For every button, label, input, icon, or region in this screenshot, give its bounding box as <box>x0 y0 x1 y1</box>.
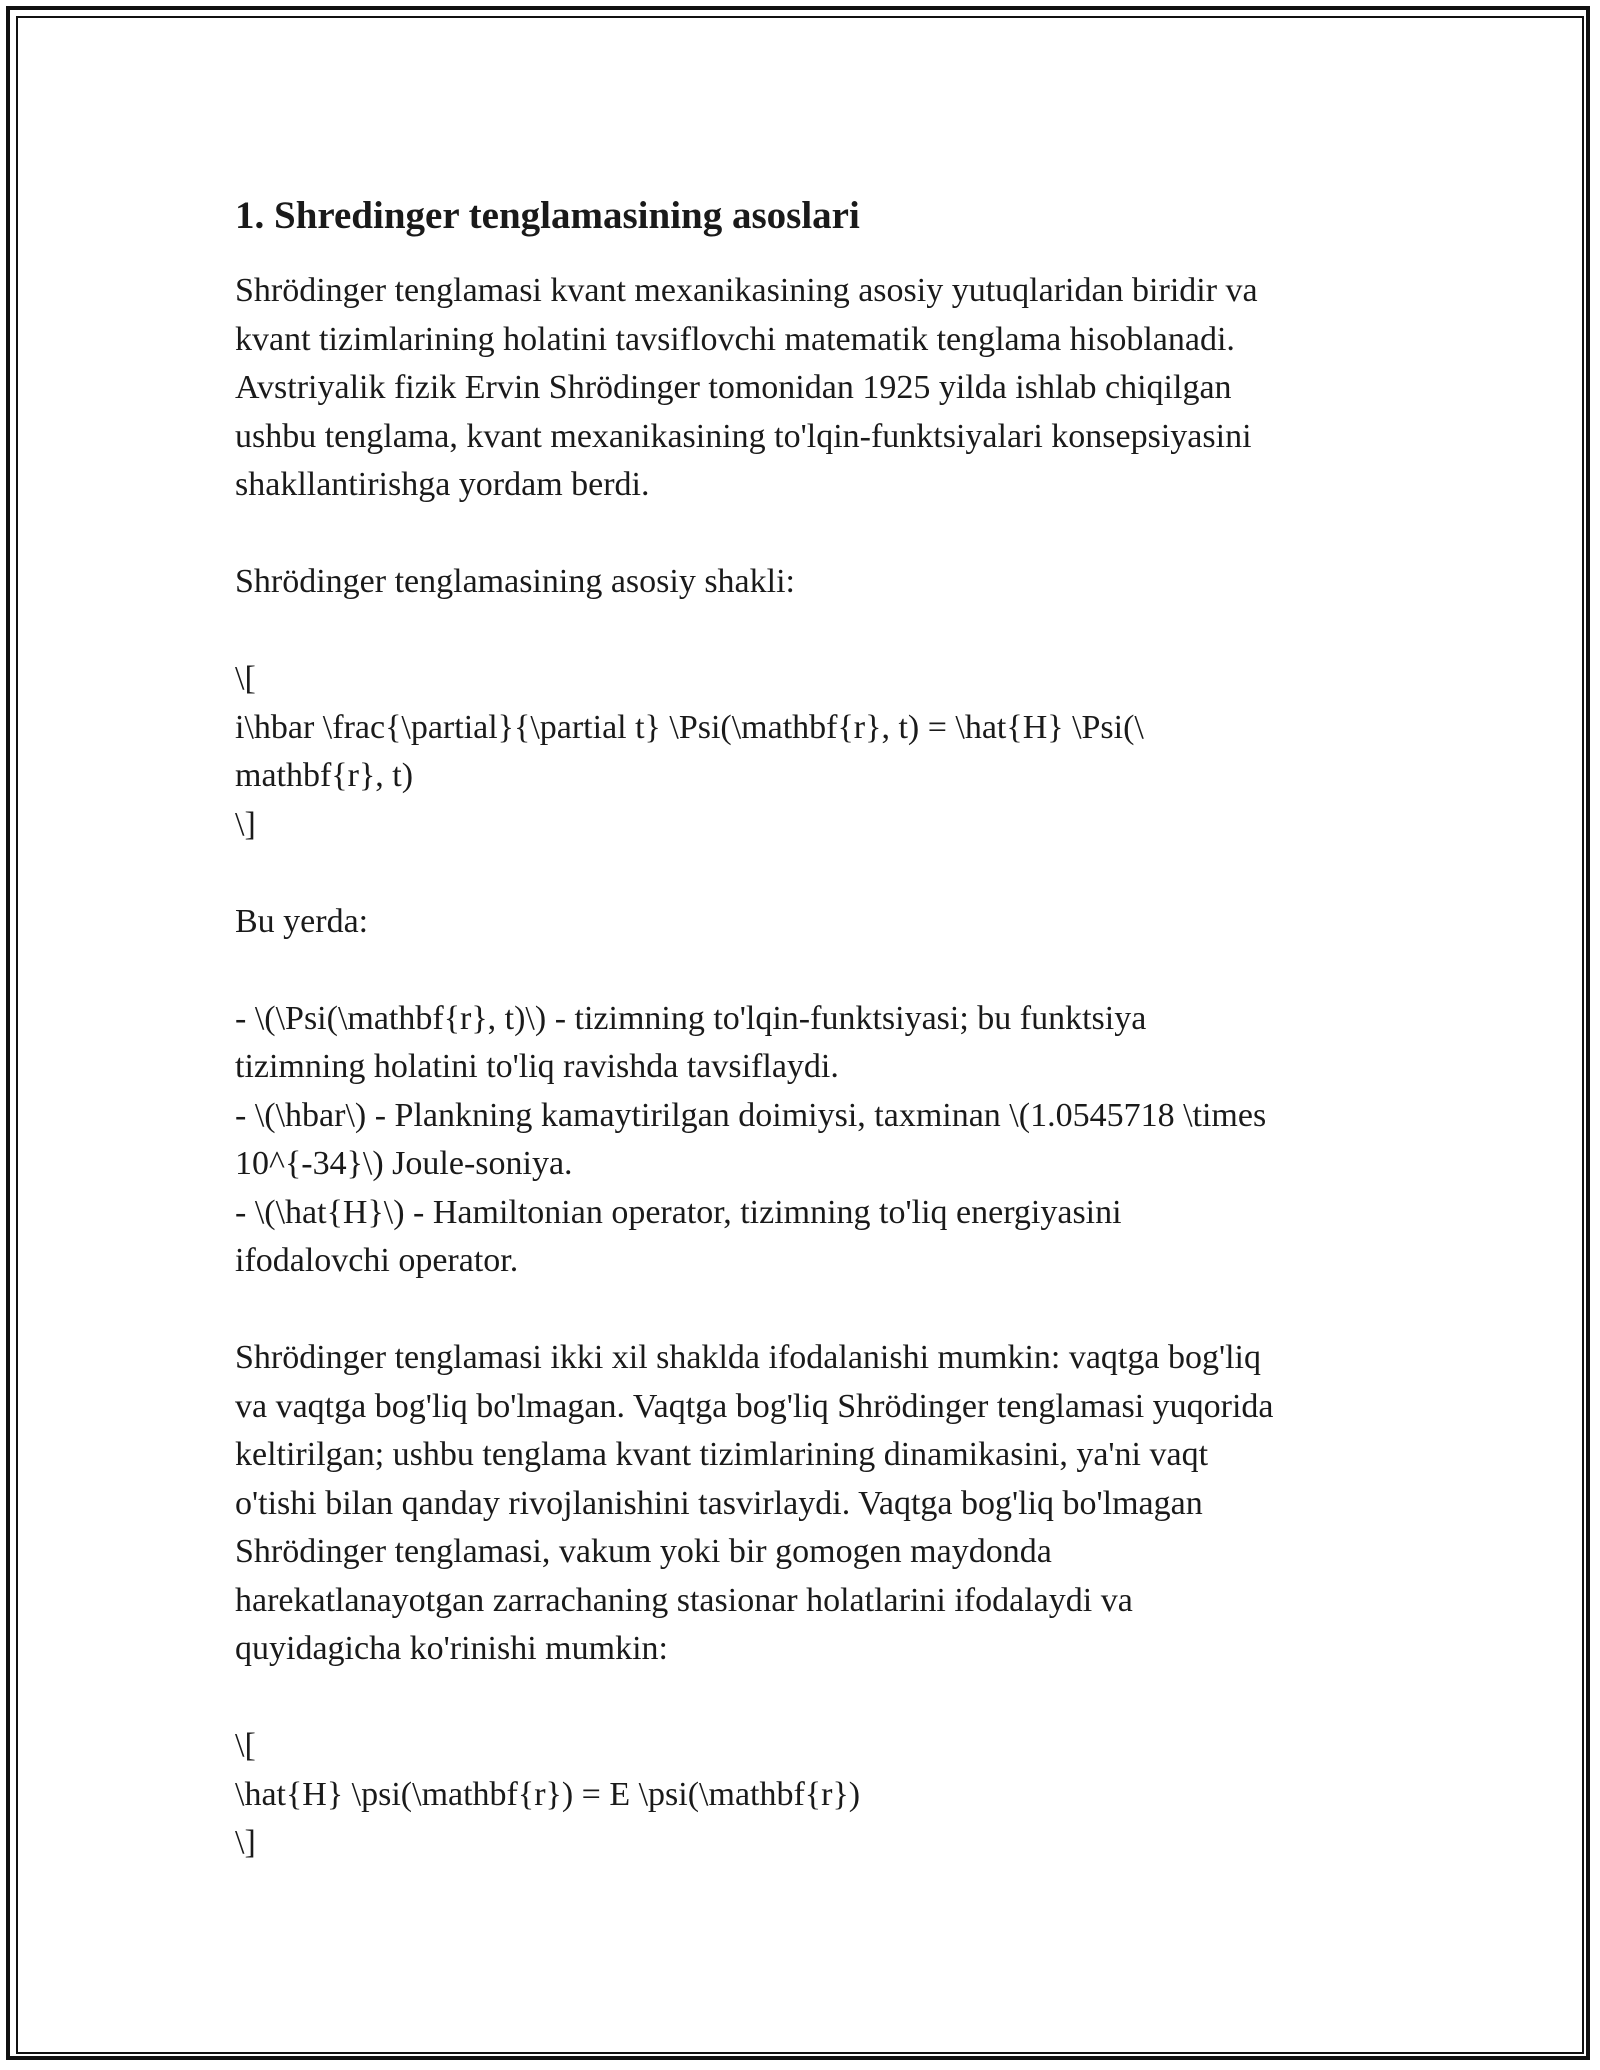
equation-line: \hat{H} \psi(\mathbf{r}) = E \psi(\mathbf{r}) <box>235 1775 861 1813</box>
intro-paragraph <box>235 267 1380 510</box>
document-body <box>235 186 1380 1868</box>
blank-line <box>235 946 1380 995</box>
text-line: quyidagicha ko'rinishi mumkin: <box>235 1630 668 1667</box>
text-line: Shrödinger tenglamasi ikki xil shaklda ifodalanishi mumkin: vaqtga bog'liq <box>235 1339 1261 1376</box>
blank-line <box>235 849 1380 898</box>
blank-line <box>235 510 1380 559</box>
text-line: Avstriyalik fizik Ervin Shrödinger tomonidan 1925 yilda ishlab chiqilgan <box>235 369 1232 406</box>
time-independent-equation <box>235 1722 1380 1868</box>
definition-line: - \(\Psi(\mathbf{r}, t)\) - tizimning to'lqin-funktsiyasi; bu funktsiya <box>235 999 1147 1037</box>
text-line: harekatlanayotgan zarrachaning stasionar holatlarini ifodalaydi va <box>235 1581 1133 1619</box>
definition-line: - \(\hbar\) - Plankning kamaytirilgan doimiysi, taxminan \(1.0545718 \times <box>235 1096 1267 1134</box>
text-line: kvant tizimlarining holatini tavsiflovchi matematik tenglama hisoblanadi. <box>235 320 1235 358</box>
definition-line: 10^{-34}\) Joule-soniya. <box>235 1145 573 1182</box>
definition-line: tizimning holatini to'liq ravishda tavsiflaydi. <box>235 1048 839 1085</box>
equation-line: \] <box>235 1824 256 1861</box>
equation-line: \[ <box>235 1727 256 1764</box>
text-line: ushbu tenglama, kvant mexanikasining to'lqin-funktsiyalari konsepsiyasini <box>235 417 1252 455</box>
text-line: keltirilgan; ushbu tenglama kvant tizimlarining dinamikasini, ya'ni vaqt <box>235 1436 1209 1473</box>
definition-line: ifodalovchi operator. <box>235 1242 519 1279</box>
definitions-intro-text: Bu yerda: <box>235 902 369 940</box>
text-line: shakllantirishga yordam berdi. <box>235 466 650 503</box>
definition-line: - \(\hat{H}\) - Hamiltonian operator, tizimning to'liq energiyasini <box>235 1193 1122 1231</box>
equation-line: mathbf{r}, t) <box>235 757 414 794</box>
text-line: o'tishi bilan qanday rivojlanishini tasvirlaydi. Vaqtga bog'liq bo'lmagan <box>235 1484 1203 1522</box>
blank-line <box>235 607 1380 656</box>
equation-line: \] <box>235 805 256 843</box>
equation-line: i\hbar \frac{\partial}{\partial t} \Psi(\mathbf{r}, t) = \hat{H} \Psi(\ <box>235 708 1144 746</box>
equation-intro-text: Shrödinger tenglamasining asosiy shakli: <box>235 563 795 600</box>
section-heading: 1. Shredinger tenglamasining asoslari <box>235 194 860 237</box>
time-dependent-equation <box>235 655 1380 849</box>
definitions-list <box>235 995 1380 1286</box>
blank-line <box>235 1286 1380 1335</box>
text-line: Shrödinger tenglamasi, vakum yoki bir gomogen maydonda <box>235 1533 1052 1570</box>
forms-paragraph <box>235 1334 1380 1674</box>
blank-line <box>235 1674 1380 1723</box>
equation-line: \[ <box>235 660 256 697</box>
text-line: Shrödinger tenglamasi kvant mexanikasining asosiy yutuqlaridan biridir va <box>235 272 1258 309</box>
text-line: va vaqtga bog'liq bo'lmagan. Vaqtga bog'liq Shrödinger tenglamasi yuqorida <box>235 1387 1274 1425</box>
